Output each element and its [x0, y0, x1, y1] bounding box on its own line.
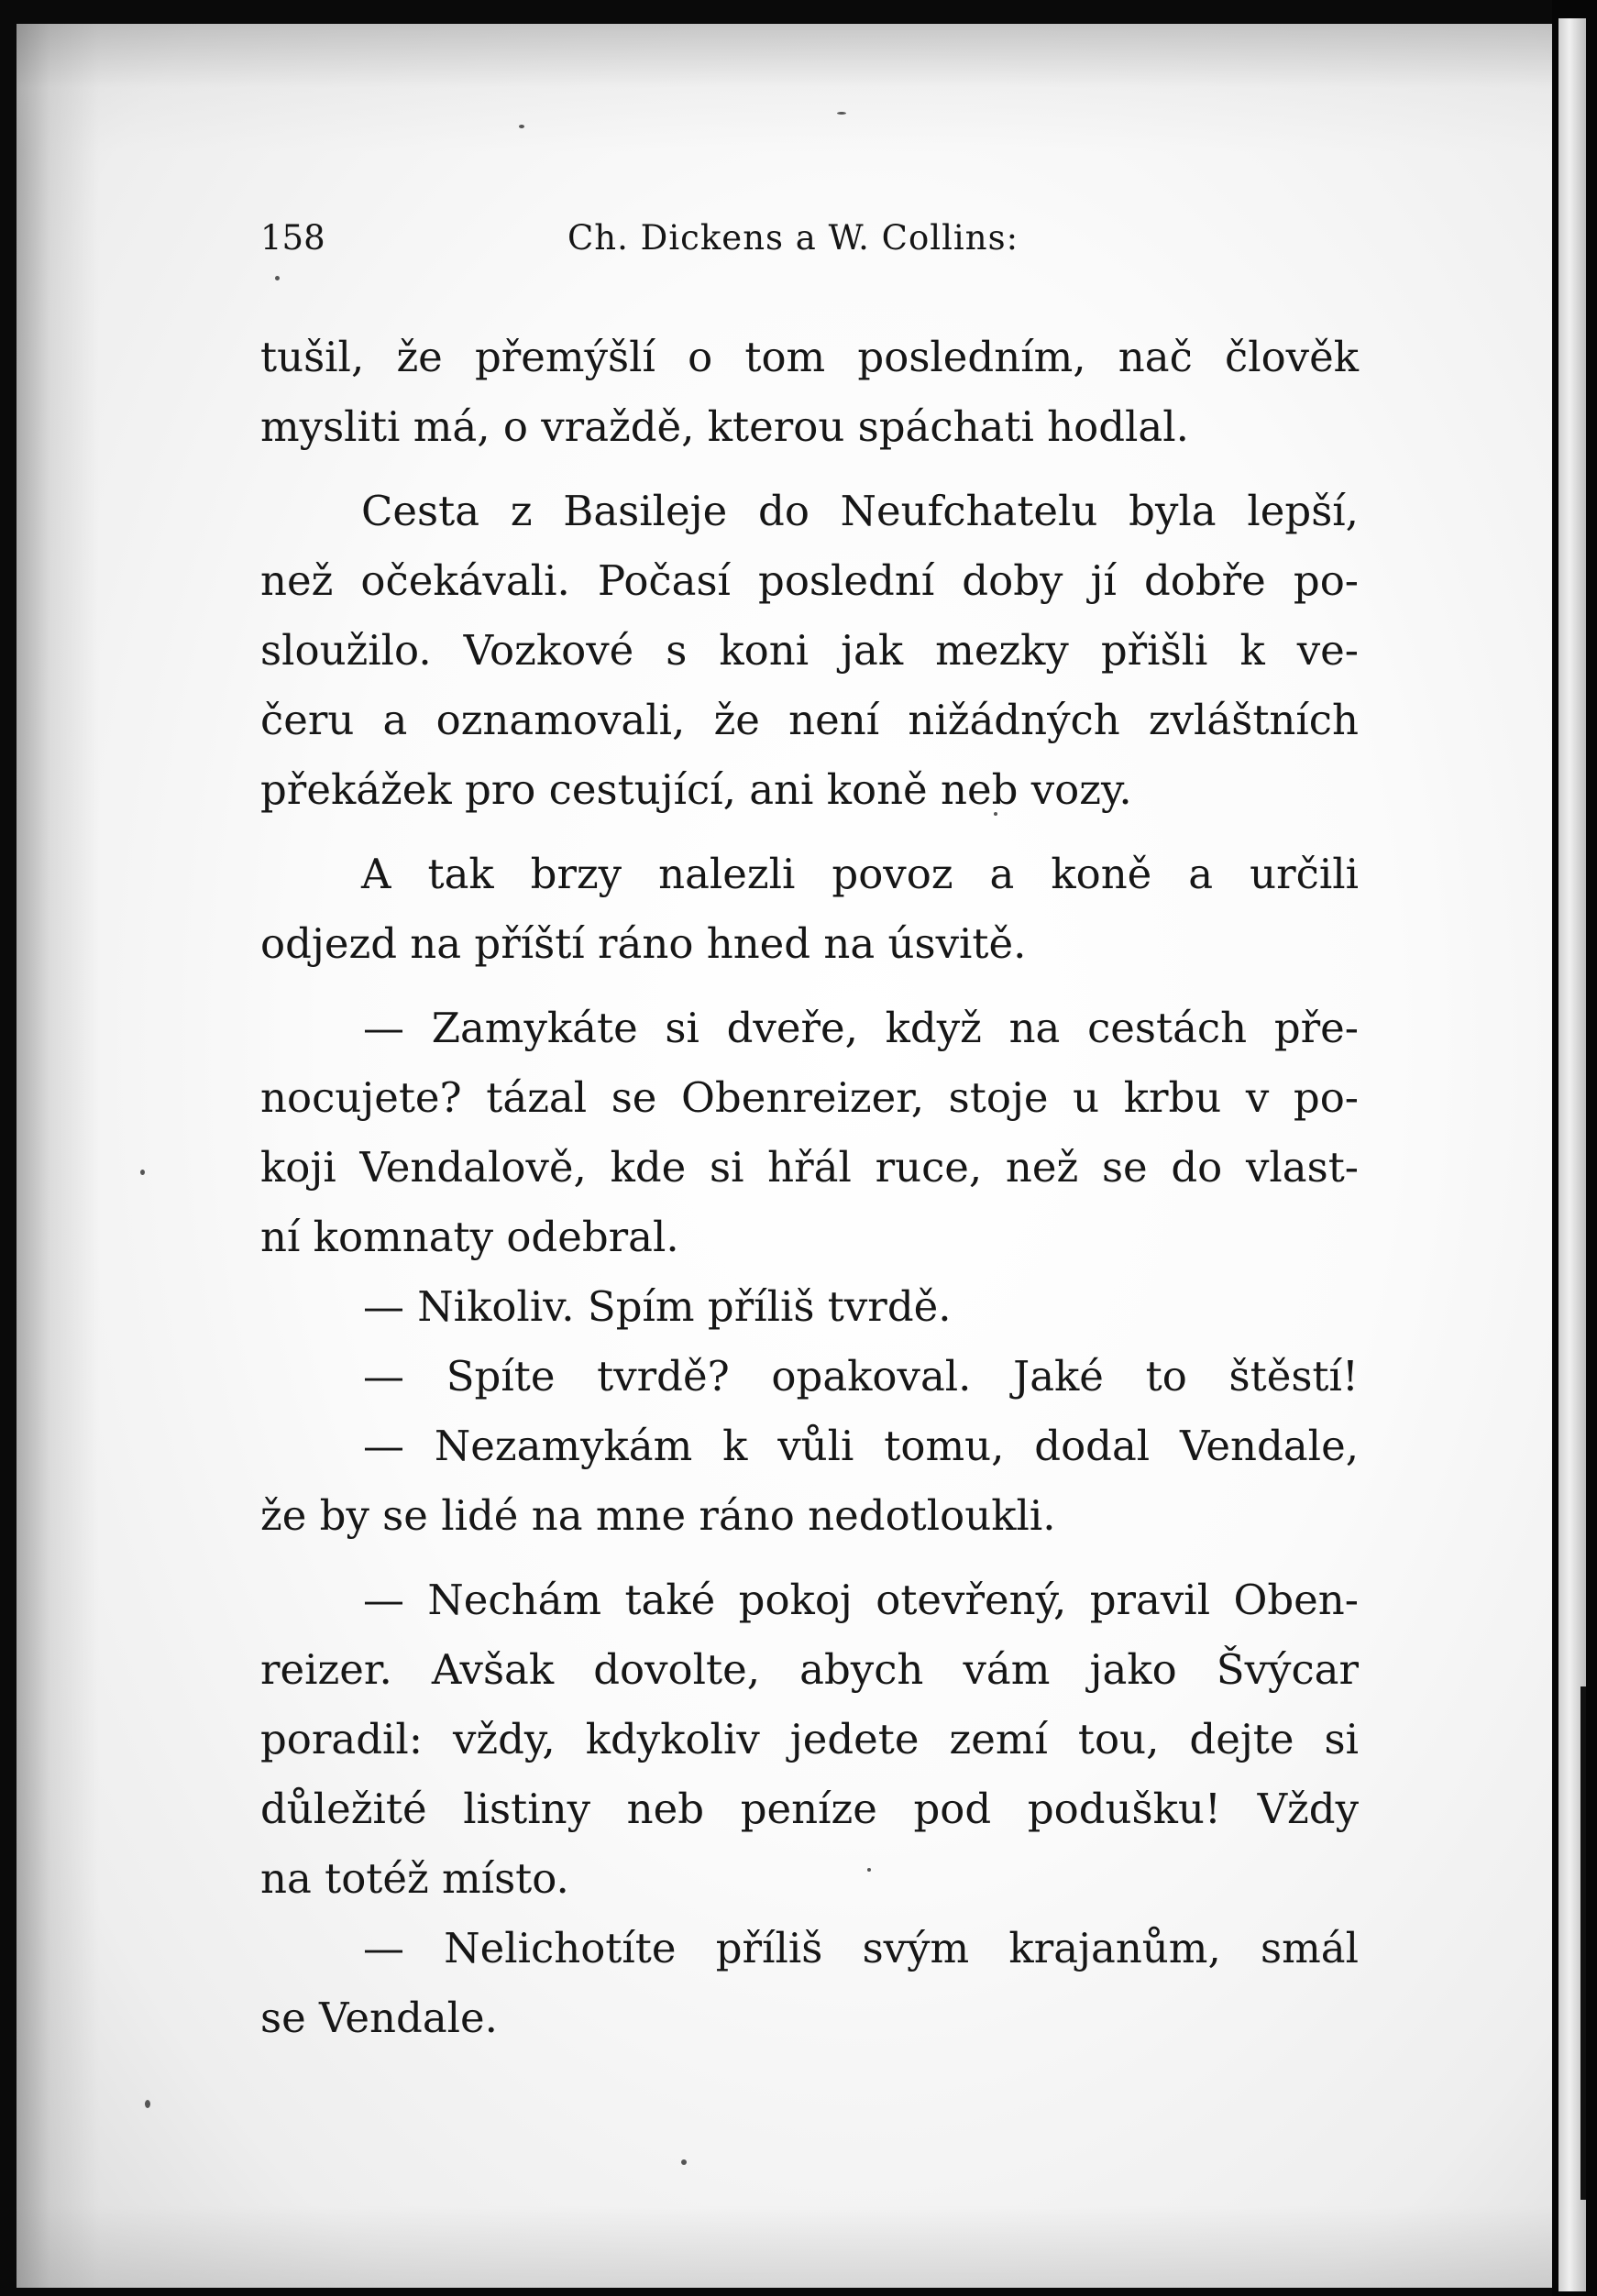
paragraph-gap: [260, 1551, 1359, 1565]
text-line: — Nezamykám k vůli tomu, dodal Vendale,: [363, 1422, 1359, 1470]
text-line: že by se lidé na mne ráno nedotloukli.: [260, 1491, 1056, 1540]
adjacent-page-mark: [1580, 1686, 1586, 2200]
text-line: — Spíte tvrdě? opakoval. Jaké to štěstí!: [363, 1352, 1359, 1401]
paper-speck: [681, 2159, 687, 2165]
page-number: 158: [260, 218, 325, 258]
text-line: reizer. Avšak dovolte, abych vám jako Švýcar: [260, 1645, 1359, 1694]
text-line: mysliti má, o vraždě, kterou spáchati hodlal.: [260, 402, 1189, 451]
text-line: tušil, že přemýšlí o tom posledním, nač člověk: [260, 333, 1359, 381]
paper-speck: [275, 276, 280, 280]
text-line: odjezd na příští ráno hned na úsvitě.: [260, 919, 1027, 968]
paper-speck: [140, 1170, 145, 1175]
text-line: — Nikoliv. Spím příliš tvrdě.: [363, 1282, 952, 1331]
paragraph-gap: [260, 825, 1359, 840]
text-line: Cesta z Basileje do Neufchatelu byla lepší,: [361, 487, 1359, 535]
text-line: — Nelichotíte příliš svým krajanům, smál: [363, 1924, 1359, 1972]
text-line: A tak brzy nalezli povoz a koně a určili: [361, 850, 1359, 898]
paragraph-gap: [260, 979, 1359, 994]
text-line: důležité listiny neb peníze pod podušku! Vždy: [260, 1785, 1359, 1833]
paper-speck: [145, 2100, 150, 2108]
text-line: koji Vendalově, kde si hřál ruce, než se do vlast-: [260, 1143, 1359, 1192]
paragraph-gap: [260, 462, 1359, 477]
text-line: překážek pro cestující, ani koně neb vozy.: [260, 765, 1132, 814]
page-header: [260, 213, 1360, 264]
text-line: nocujete? tázal se Obenreizer, stoje u krbu v po-: [260, 1073, 1359, 1122]
text-line: čeru a oznamovali, že není nižádných zvláštních: [260, 696, 1359, 744]
paper-speck: [519, 125, 524, 128]
text-line: poradil: vždy, kdykoliv jedete zemí tou, dejte si: [260, 1715, 1359, 1763]
text-line: ní komnaty odebral.: [260, 1213, 679, 1261]
page-shadow-bottom: [17, 2205, 1552, 2288]
text-line: než očekávali. Počasí poslední doby jí dobře po-: [260, 556, 1359, 605]
text-line: — Nechám také pokoj otevřený, pravil Oben-: [363, 1576, 1359, 1624]
text-line: se Vendale.: [260, 1994, 498, 2042]
running-title: Ch. Dickens a W. Collins:: [567, 218, 1019, 258]
text-line: na totéž místo.: [260, 1854, 569, 1903]
page-shadow-top: [17, 24, 1552, 152]
paper-speck: [837, 112, 846, 115]
page-shadow-left: [17, 24, 99, 2288]
body-text: [260, 323, 1359, 2053]
text-line: sloužilo. Vozkové s koni jak mezky přišli k ve-: [260, 626, 1359, 675]
text-line: — Zamykáte si dveře, když na cestách pře-: [363, 1004, 1359, 1052]
